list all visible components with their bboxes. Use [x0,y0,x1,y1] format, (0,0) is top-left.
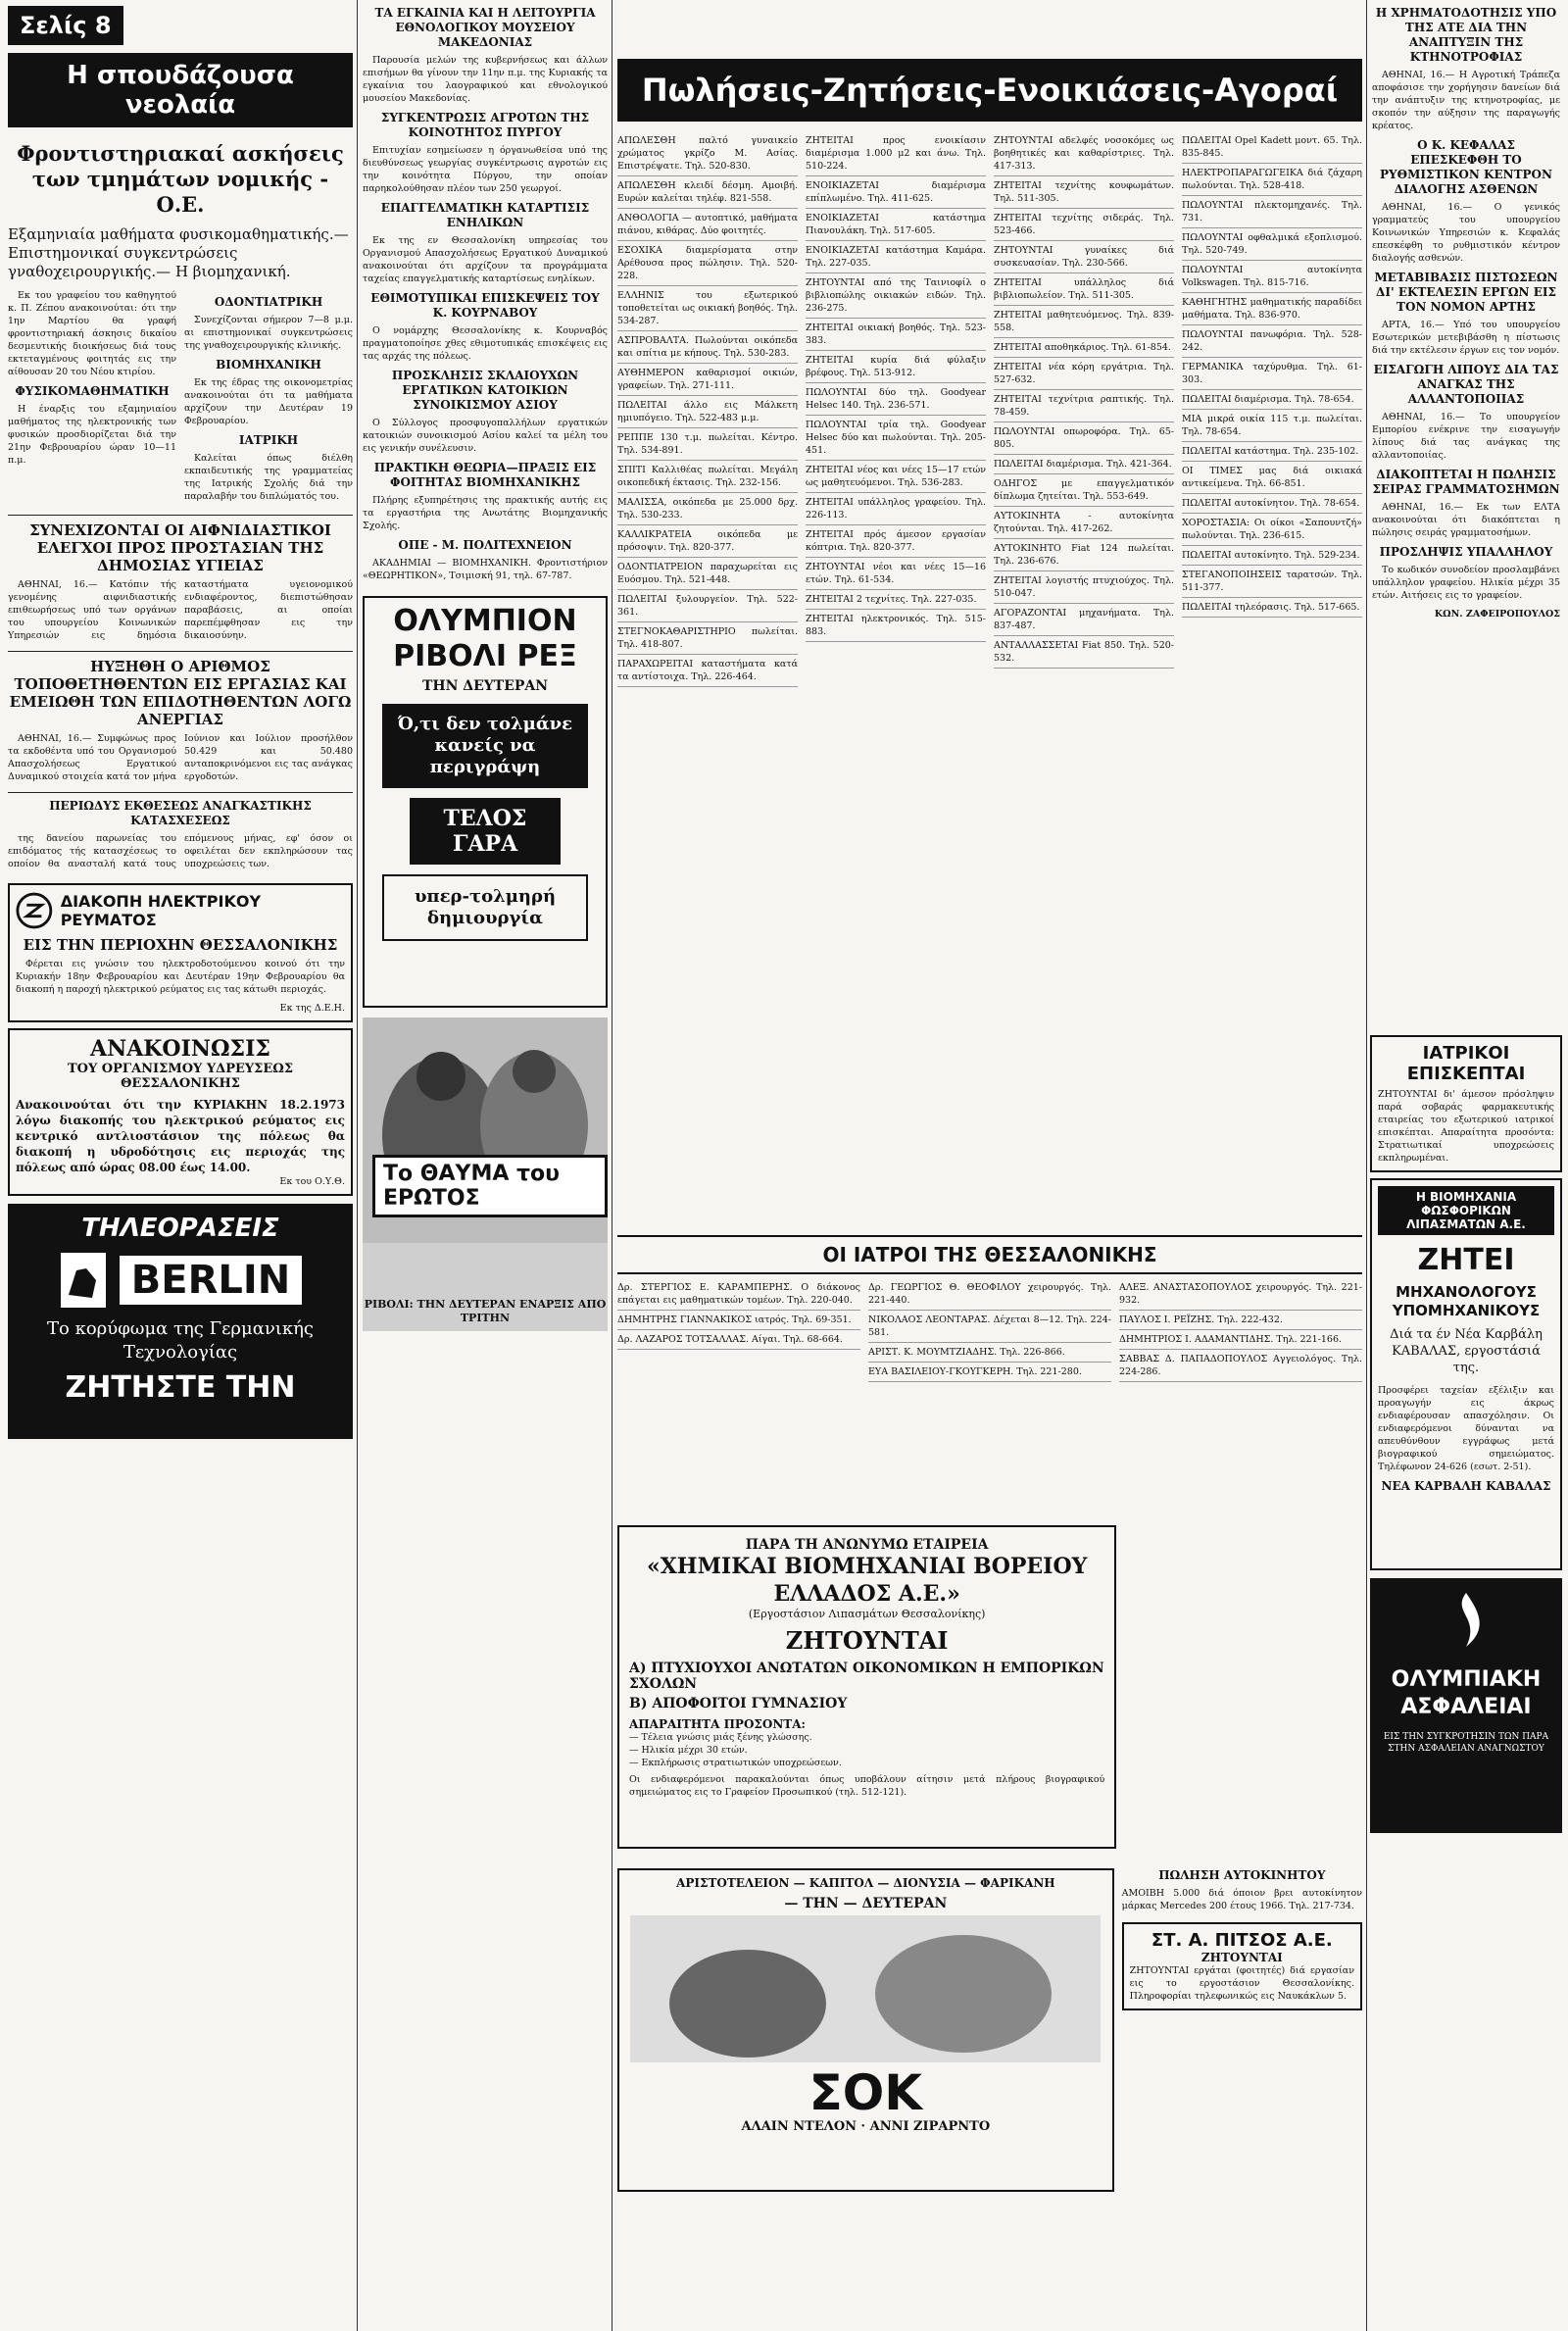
sub-industrial: ΒΙΟΜΗΧΑΝΙΚΗ [216,358,321,372]
classified-ad: Δρ. ΣΤΕΡΓΙΟΣ Ε. ΚΑΡΑΜΠΕΡΗΣ. Ο διάκονος επάγεται εις μαθηματικών τομέων. Τηλ. 220-040. [617,1278,860,1311]
credits-body: ΑΡΤΑ, 16.— Υπό του υπουργείου Εσωτερικών μετεβιβάσθη η πίστωσις διά την εκτέλεσιν έργων εις τον νομόν. [1372,320,1560,356]
cinema2-title: ΑΡΙΣΤΟΤΕΛΕΙΟΝ — ΚΑΠΙΤΟΛ — ΔΙΟΝΥΣΙΑ — ΦΑΡΙΚΑΝΗ [676,1876,1055,1890]
classified-ad: ΕΝΟΙΚΙΑΖΕΤΑΙ κατάστημα Καμάρα. Τηλ. 227-035. [806,241,986,273]
classified-ad: ΖΗΤΕΙΤΑΙ τεχνίτρια ραπτικής. Τηλ. 78-459. [994,390,1174,422]
classified-ad: ΑΥΤΟΚΙΝΗΤΟ Fiat 124 πωλείται. Τηλ. 236-676. [994,539,1174,571]
classified-ad: ΕΝΟΙΚΙΑΖΕΤΑΙ διαμέρισμα επίπλωμένο. Τηλ. 411-625. [806,176,986,209]
cinema-line-3: υπερ-τολμηρή δημιουργία [382,874,588,941]
med-body: ΖΗΤΟΥΝΤΑΙ δι' άμεσον πρόσληψιν παρά σοβαράς φαρμακευτικής εταιρείας του εξωτερικού ιατρικοί επισκέπται. Απαραίτητα προσόντα: Στρατιωτικαί υποχρεώσεις εκπληρωμέναι. [1378,1089,1554,1164]
classified-ad: ΟΔΗΓΟΣ με επαγγελματικόν δίπλωμα ζητείται. Τηλ. 553-649. [994,474,1174,507]
sub-dentistry: ΟΔΟΝΤΙΑΤΡΙΚΗ [214,295,323,309]
classified-ad: ΖΗΤΕΙΤΑΙ υπάλληλος διά βιβλιοπωλείον. Τηλ. 511-305. [994,273,1174,306]
classified-ad: Δρ. ΛΑΖΑΡΟΣ ΤΟΤΣΑΛΛΑΣ. Αίγαι. Τηλ. 68-664. [617,1330,860,1350]
classified-ad: ΑΝΘΟΛΟΓΙΑ — αυτοπτικό, μαθήματα πιάνου, κιθάρας. Δύο φοιτητές. [617,209,798,241]
ads-column-d [1182,131,1362,1229]
ope-body: ΑΚΑΔΗΜΙΑΙ — ΒΙΟΜΗΧΑΝΙΚΗ. Φροντιστήριον «ΘΕΩΡΗΤΙΚΟΝ», Τσιμισκή 91, τηλ. 67-787. [363,558,608,581]
students-subhead: Εξαμηνιαία μαθήματα φυσικομαθηματικής.— Επιστημονικαί συγκεντρώσεις γναθοχειρουργικής.— Η βιομηχανική. [8,225,349,280]
medical-visitors-ad [1370,1035,1562,1172]
tv-label: ΤΗΛΕΟΡΑΣΕΙΣ [81,1214,279,1243]
classified-ad: ΠΩΛΟΥΝΤΑΙ οφθαλμικά εξοπλισμού. Τηλ. 520-749. [1182,228,1362,261]
classified-ad: ΜΙΑ μικρά οικία 115 τ.μ. πωλείται. Τηλ. 78-654. [1182,410,1362,442]
classified-ad: ΟΔΟΝΤΙΑΤΡΕΙΟΝ παραχωρείται εις Ευόσμου. Τηλ. 521-448. [617,558,798,590]
poster-note: ΡΙΒΟΛΙ: ΤΗΝ ΔΕΥΤΕΡΑΝ ΕΝΑΡΞΙΣ ΑΠΟ ΤΡΙΤΗΝ [364,1298,607,1324]
ins-note: ΕΙΣ ΤΗΝ ΣΥΓΚΡΟΤΗΣΙΝ ΤΩΝ ΠΑΡΑ ΣΤΗΝ ΑΣΦΑΛΕΙΑΝ ΑΝΑΓΝΩΣΤΟΥ [1383,1732,1549,1754]
classified-ad: ΖΗΤΟΥΝΤΑΙ νέοι και νέες 15—16 ετών. Τηλ. 61-534. [806,558,986,590]
classified-ad: ΖΗΤΕΙΤΑΙ νέος και νέες 15—17 ετών ως μαθητευόμενοι. Τηλ. 536-283. [806,461,986,493]
classified-ad: ΑΓΟΡΑΖΟΝΤΑΙ μηχανήματα. Τηλ. 837-487. [994,604,1174,636]
shock-film-ad [617,1868,1114,2192]
pitsos-body: ΖΗΤΟΥΝΤΑΙ εργάται (φοιτητές) διά εργασίαν εις το εργοστάσιον Θεσσαλονίκης. Πληροφορίαι τηλεφωνικώς εις Ναυκάκλων 5. [1129,1965,1354,2002]
olympic-flame-icon [1432,1588,1500,1657]
chem-wanted: ΖΗΤΟΥΝΤΑΙ [785,1626,949,1655]
tv-brand: BERLIN [120,1256,302,1305]
ate-body: ΑΘΗΝΑΙ, 16.— Η Αγροτική Τράπεζα αποφάσισε την χορήγησιν δανείων διά την ανάπτυξιν της κτηνοτροφίας, με σκοπόν την αύξησιν της παραγωγής κρέατος. [1372,70,1560,131]
classified-ad: ΖΗΤΕΙΤΑΙ νέα κόρη εργάτρια. Τηλ. 527-632. [994,358,1174,390]
students-body-3: Συνεχίζονται σήμερον 7—8 μ.μ. αι επιστημονικαί συγκεντρώσεις της γναθοχειρουργικής κλινικής. [184,315,353,351]
section-banner: Η σπουδάζουσα νεολαία [8,53,353,127]
classified-ad: ΚΑΘΗΓΗΤΗΣ μαθηματικής παραδίδει μαθήματα. Τηλ. 836-970. [1182,293,1362,325]
classified-ad: ΚΑΛΛΙΚΡΑΤΕΙΑ οικόπεδα με πρόσοψιν. Τηλ. 820-377. [617,525,798,558]
classified-ad: ΖΗΤΕΙΤΑΙ κυρία διά φύλαξιν βρέφους. Τηλ. 513-912. [806,351,986,383]
classified-ad: ΝΙΚΟΛΑΟΣ ΛΕΟΝΤΑΡΑΣ. Δέχεται 8—12. Τηλ. 224-581. [868,1311,1111,1343]
staff-body: Το κωδικόν συνοδείον προσλαμβάνει υπάλληλον γραφείου. Ηλικία μέχρι 35 ετών. Αιτήσεις εις το γραφείον. [1372,565,1560,601]
classified-ad: ΑΡΙΣΤ. Κ. ΜΟΥΜΤΖΙΑΔΗΣ. Τηλ. 226-866. [868,1343,1111,1363]
students-body-2: Η έναρξις του εξαμηνιαίου μαθήματος της ηλεκτρονικής των φυσικών προσδιορίζεται διά την 21ην Φεβρουαρίου ώραν 10—11 π.μ. [8,404,176,466]
water-sign: Εκ του Ο.Υ.Θ. [279,1176,345,1187]
classified-ad: ΖΗΤΕΙΤΑΙ πρός άμεσον εργασίαν κόπτρια. Τηλ. 820-377. [806,525,986,558]
left-column [8,0,353,2331]
right-ads-column [1370,1029,1562,2323]
classified-ad: ΖΗΤΕΙΤΑΙ τεχνίτης κουφωμάτων. Τηλ. 511-305. [994,176,1174,209]
classified-ad: ΠΑΥΛΟΣ Ι. ΡΕΪΖΗΣ. Τηλ. 222-432. [1119,1311,1362,1330]
classified-ad: ΖΗΤΟΥΝΤΑΙ αδελφές νοσοκόμες ως βοηθητικές και καθαρίστριες. Τηλ. 417-313. [994,131,1174,176]
right-column [1372,0,1560,1019]
staff-sign: ΚΩΝ. ΖΑΦΕΙΡΟΠΟΥΛΟΣ [1434,609,1560,620]
visit-body: Ο νομάρχης Θεσσαλονίκης κ. Κουρναβός πραγματοποίησε χθες εθιμοτυπικάς επισκέψεις εις τας αρχάς της πόλεως. [363,325,608,362]
doctors-title: ΟΙ ΙΑΤΡΟΙ ΤΗΣ ΘΕΣΣΑΛΟΝΙΚΗΣ [617,1235,1362,1274]
pitsos-sub: ΖΗΤΟΥΝΤΑΙ [1200,1951,1283,1964]
classified-ad: ΠΩΛΟΥΝΤΑΙ δύο τηλ. Goodyear Helsec 140. Τηλ. 236-571. [806,383,986,416]
visit-headline: ΕΘΙΜΟΤΥΠΙΚΑΙ ΕΠΙΣΚΕΨΕΙΣ ΤΟΥ Κ. ΚΟΥΡΝΑΒΟΥ [370,291,600,320]
tv-slogan: Το κορύφωμα της Γερμανικής Τεχνολογίας [47,1318,314,1363]
classified-ad: ΠΑΡΑΧΩΡΕΙΤΑΙ καταστήματα κατά τα αντίστοιχα. Τηλ. 226-464. [617,655,798,687]
ads-column-a [617,131,798,1229]
power-outage-notice [8,883,353,1022]
chem-note: Οι ενδιαφερόμενοι παρακαλούνται όπως υποβάλουν αίτησιν μετά πλήρους βιογραφικού σημειώματος εις το Γραφείον Προσωπικού (τηλ. 512-121). [629,1774,1105,1798]
classified-ad: ΕΝΟΙΚΙΑΖΕΤΑΙ κατάστημα Πιανουλάκη. Τηλ. 517-605. [806,209,986,241]
classified-ad: ΑΠΩΛΕΣΘΗ κλειδί δέσμη. Αμοιβή. Ευρών καλείται τηλέφ. 821-558. [617,176,798,209]
fert-body: Προσφέρει ταχείαν εξέλιξιν και προαγωγήν εις άκρως ενδιαφέρουσαν απασχόλησιν. Οι ενδιαφερόμενοι δύνανται να απευθύνθουν εγγράφως μετά βιογραφικού σημειώματος. Τηλέφωνον 24-626 (εσωτ. 2-51). [1378,1385,1554,1472]
classified-ad: ΔΗΜΗΤΡΗΣ ΓΙΑΝΝΑΚΙΚΟΣ ιατρός. Τηλ. 69-351. [617,1311,860,1330]
classified-ad: ΑΝΤΑΛΛΑΣΣΕΤΑΙ Fiat 850. Τηλ. 520-532. [994,636,1174,669]
doctors-list-a [617,1278,860,1513]
fat-headline: ΕΙΣΑΓΩΓΗ ΛΙΠΟΥΣ ΔΙΑ ΤΑΣ ΑΝΑΓΚΑΣ ΤΗΣ ΑΛΛΑΝΤΟΠΟΙΙΑΣ [1373,363,1559,406]
classified-ad: ΜΑΛΙΣΣΑ, οικόπεδα με 25.000 δρχ. Τηλ. 530-233. [617,493,798,525]
classified-ad: ΑΠΩΛΕΣΘΗ παλτό γυναικείο χρώματος γκρίζο Μ. Ασίας. Επιστρέψατε. Τηλ. 520-830. [617,131,798,176]
students-body-5: Καλείται όπως διέλθη εκπαιδευτικής της γραμματείας της Ιατρικής Σχολής διά την παραλαβήν του διπλώματός του. [184,453,353,502]
classified-ad: ΣΤΕΓΝΟΚΑΘΑΡΙΣΤΗΡΙΟ πωλείται. Τηλ. 418-807. [617,622,798,655]
classified-ad: ΕΣΟΧΙΚΑ διαμερίσματα στην Αρέθουσα προς πώλησιν. Τηλ. 520-228. [617,241,798,286]
classified-ad: ΧΟΡΟΣΤΑΣΙΑ: Οι οίκοι «Σαπουντζή» πωλούνται. Τηλ. 236-615. [1182,514,1362,546]
pitsos-ad [1122,1922,1362,2010]
water-notice [8,1028,353,1196]
vocational-headline: ΕΠΑΓΓΕΛΜΑΤΙΚΗ ΚΑΤΑΡΤΙΣΙΣ ΕΝΗΛΙΚΩΝ [380,201,590,229]
chem-sub: (Εργοστάσιον Λιπασμάτων Θεσσαλονίκης) [748,1608,986,1620]
ate-headline: Η ΧΡΗΜΑΤΟΔΟΤΗΣΙΣ ΥΠΟ ΤΗΣ ΑΤΕ ΔΙΑ ΤΗΝ ΑΝΑΠΤΥΞΙΝ ΤΗΣ ΚΤΗΝΟΤΡΟΦΙΑΣ [1375,6,1557,64]
chem-req-3: — Εκπλήρωσις στρατιωτικών υποχρεώσεων. [629,1758,842,1768]
power-body: Φέρεται εις γνώσιν του ηλεκτροδοτούμενου κοινού ότι την Κυριακήν 18ην Φεβρουαρίου και Δευτέραν 19ην Φεβρουαρίου θα διακοπή η παροχή ηλεκτρικού ρεύματος εις τας κάτωθι περιοχάς. [16,959,345,995]
classified-ad: ΠΩΛΕΙΤΑΙ ξυλουργείον. Τηλ. 522-361. [617,590,798,622]
classified-ad: ΗΛΕΚΤΡΟΠΑΡΑΓΩΓΕΙΚΑ διά ζάχαρη πωλούνται. Τηλ. 528-418. [1182,164,1362,196]
pitsos-title: ΣΤ. Α. ΠΙΤΣΟΣ Α.Ε. [1151,1930,1333,1951]
classified-ad: ΑΥΘΗΜΕΡΟΝ καθαρισμοί οικιών, γραφείων. Τηλ. 271-111. [617,364,798,396]
museum-body: Παρουσία μελών της κυβερνήσεως και άλλων επισήμων θα γίνουν την 11ην π.μ. της Κυριακής τα εγκαίνια του λαογραφικού και εθνολογικού μουσείου Μακεδονίας. [363,55,608,104]
classified-ad: ΑΥΤΟΚΙΝΗΤΑ - αυτοκίνητα ζητούνται. Τηλ. 417-262. [994,507,1174,539]
ads-column-c [994,131,1174,1229]
classified-ad: ΖΗΤΕΙΤΑΙ μαθητευόμενος. Τηλ. 839-558. [994,306,1174,338]
classified-ad: ΖΗΤΕΙΤΑΙ λογιστής πτυχιούχος. Τηλ. 510-047. [994,571,1174,604]
ads-column-b [806,131,986,1229]
classified-ad: ΟΙ ΤΙΜΕΣ μας διά οικιακά αντικείμενα. Τηλ. 66-851. [1182,462,1362,494]
credits-headline: ΜΕΤΑΒΙΒΑΣΙΣ ΠΙΣΤΩΣΕΩΝ ΔΙ' ΕΚΤΕΛΕΣΙΝ ΕΡΓΩΝ ΕΙΣ ΤΟΝ ΝΟΜΟΝ ΑΡΤΗΣ [1374,271,1558,314]
classified-ad: ΖΗΤΕΙΤΑΙ αποθηκάριος. Τηλ. 61-854. [994,338,1174,358]
chem-req-1: — Τέλεια γνώσις μιάς ξένης γλώσσης. [629,1732,812,1743]
students-body-4: Εκ της έδρας της οικονομετρίας ανακοινούται ότι τα μαθήματα αρχίζουν την Δευτέραν 19 Φεβρουαρίου. [184,377,353,426]
middle-left-column [363,0,608,2331]
chem-title-small: ΠΑΡΑ ΤΗ ΑΝΩΝΥΜΩ ΕΤΑΙΡΕΙΑ [745,1537,989,1553]
cinema2-film: ΣΟΚ [808,2064,923,2121]
classified-ad: ΠΩΛΟΥΝΤΑΙ οπωροφόρα. Τηλ. 65-805. [994,422,1174,455]
power-subtitle: ΕΙΣ ΤΗΝ ΠΕΡΙΟΧΗΝ ΘΕΣΣΑΛΟΝΙΚΗΣ [23,936,338,954]
farmers-headline: ΣΥΓΚΕΝΤΡΩΣΙΣ ΑΓΡΟΤΩΝ ΤΗΣ ΚΟΙΝΟΤΗΤΟΣ ΠΥΡΓΟΥ [380,111,590,139]
classified-ad: ΣΑΒΒΑΣ Δ. ΠΑΠΑΔΟΠΟΥΛΟΣ Αγγειολόγος. Τηλ. 224-286. [1119,1350,1362,1382]
chem-req: ΑΠΑΡΑΙΤΗΤΑ ΠΡΟΣΟΝΤΑ: [629,1717,806,1731]
poster-title: Το ΘΑΥΜΑ του ΕΡΩΤΟΣ [372,1155,608,1217]
film-still-icon [630,1915,1101,2062]
fert-sign: ΝΕΑ ΚΑΡΒΑΛΗ ΚΑΒΑΛΑΣ [1381,1479,1551,1493]
power-title: ΔΙΑΚΟΠΗ ΗΛΕΚΤΡΙΚΟΥ ΡΕΥΜΑΤΟΣ [60,892,262,929]
cinema2-cast: ΑΛΑΙΝ ΝΤΕΛΟΝ · ΑΝΝΙ ΖΙΡΑΡΝΤΟ [741,2119,991,2134]
classified-ad: ΡΕΠΠΕ 130 τ.μ. πωλείται. Κέντρο. Τηλ. 534-891. [617,428,798,461]
power-sign: Εκ της Δ.Ε.Η. [279,1003,345,1014]
stamps-headline: ΔΙΑΚΟΠΤΕΤΑΙ Η ΠΩΛΗΣΙΣ ΣΕΙΡΑΣ ΓΡΑΜΜΑΤΟΣΗΜΩΝ [1372,468,1560,496]
ope-headline: ΟΠΕ - Μ. ΠΟΛΙΤΕΧΝΕΙΟΝ [398,538,572,552]
theatre-headline: ΠΡΑΚΤΙΚΗ ΘΕΩΡΙΑ—ΠΡΑΞΙΣ ΕΙΣ ΦΟΙΤΗΤΑΣ ΒΙΟΜΗΧΑΝΙΚΗΣ [373,461,597,489]
classified-ad: ΠΩΛΟΥΝΤΑΙ πλεκτομηχανές. Τηλ. 731. [1182,196,1362,228]
kefalas-body: ΑΘΗΝΑΙ, 16.— Ο γενικός γραμματεύς του υπουργείου Κοινωνικών Υπηρεσιών κ. Κεφαλάς επεσκέφθη το ρυθμιστικόν κέντρον διαλογής ασθενών. [1372,202,1560,264]
exhibition-body: της δανείου παρωνείας του επιδόματος τής κατασχέσεως το οποίον θα ανασταλή κατά τους επόμενους μήνας, εφ' όσον οι οφειλέται δεν εκπληρώσουν τας υποχρεώσεις των. [8,833,353,869]
health-body: ΑΘΗΝΑΙ, 16.— Κατόπιν τής γενομένης αιφνιδιαστικής επιθεωρήσεως υπό των οργάνων του υπουργείου Κοινωνικών Υπηρεσιών εις δημόσια καταστήματα υγειονομικού ενδιαφέροντος, διεπιστώθησαν παραβάσεις, αι οποίαι παρεπέμφθησαν εις την δικαιοσύνην. [8,579,353,641]
bear-emblem-icon [59,1251,108,1310]
classified-ad: ΖΗΤΟΥΝΤΑΙ γυναίκες διά συσκευασίαν. Τηλ. 230-566. [994,241,1174,273]
cars-title: ΠΩΛΗΣΗ ΑΥΤΟΚΙΝΗΤΟΥ [1158,1868,1326,1882]
classified-ad: ΠΩΛΕΙΤΑΙ κατάστημα. Τηλ. 235-102. [1182,442,1362,462]
cinema-ad [363,596,608,1008]
vocational-body: Εκ της εν Θεσσαλονίκη υπηρεσίας του Οργανισμού Απασχολήσεως Εργατικού Δυναμικού ανακοινούται ότι αρχίζουν τα προγράμματα ταχείας επαγγελματικής καταρτίσεως ενηλίκων. [363,235,608,284]
film-poster [363,1017,608,1331]
union-headline: ΠΡΟΣΚΛΗΣΙΣ ΣΚΛΑΙΟΥΧΩΝ ΕΡΓΑΤΙΚΩΝ ΚΑΤΟΙΚΙΩΝ ΣΥΝΟΙΚΙΣΜΟΥ ΑΣΙΟΥ [391,369,579,412]
sub-medicine: ΙΑΤΡΙΚΗ [238,433,299,447]
doctors-list-b [868,1278,1111,1513]
kefalas-headline: Ο Κ. ΚΕΦΑΛΑΣ ΕΠΕΣΚΕΦΘΗ ΤΟ ΡΥΘΜΙΣΤΙΚΟΝ ΚΕΝΤΡΟΝ ΔΙΑΛΟΓΗΣ ΑΣΘΕΝΩΝ [1380,138,1552,196]
union-body: Ο Σύλλογος προσφυγοπαλλήλων εργατικών κατοικιών συνοικισμού Ασίου καλεί τα μέλη του εις γενικήν συνέλευσιν. [363,418,608,454]
classified-ad: ΖΗΤΕΙΤΑΙ οικιακή βοηθός. Τηλ. 523-383. [806,319,986,351]
classified-ad: ΠΩΛΟΥΝΤΑΙ τρία τηλ. Goodyear Helsec δύο και πωλούνται. Τηλ. 205-451. [806,416,986,461]
classified-ad: ΠΩΛΟΥΝΤΑΙ πανωφόρια. Τηλ. 528-242. [1182,325,1362,358]
cinema-name: ΟΛΥΜΠΙΟΝ ΡΙΒΟΛΙ ΡΕΞ [393,604,577,673]
classified-ad: ΑΣΠΡΟΒΑΛΤΑ. Πωλούνται οικόπεδα και σπίτια με κήπους. Τηλ. 530-283. [617,331,798,364]
jobs-body: ΑΘΗΝΑΙ, 16.— Συμφώνως προς τα εκδοθέντα υπό του Οργανισμού Απασχολήσεως Εργατικού Δυναμικού στοιχεία κατά τον μήνα Ιούνιον και Ιούλιον προσήλθον 50.429 και 50.480 ανταποκρινόμενοι εις τας ανάγκας εργοδοτών. [8,733,353,782]
classified-ad: ΠΩΛΕΙΤΑΙ διαμέρισμα. Τηλ. 421-364. [994,455,1174,474]
classified-ad: ΣΤΕΓΑΝΟΠΟΙΗΣΕΙΣ ταρατσών. Τηλ. 511-377. [1182,566,1362,598]
jobs-headline: ΗΥΞΗΘΗ Ο ΑΡΙΘΜΟΣ ΤΟΠΟΘΕΤΗΘΕΝΤΩΝ ΕΙΣ ΕΡΓΑΣΙΑΣ ΚΑΙ ΕΜΕΙΩΘΗ ΤΩΝ ΕΠΙΔΟΤΗΘΕΝΤΩΝ ΛΟΓΩ ΑΝΕΡΓΙΑΣ [9,658,352,728]
fat-body: ΑΘΗΝΑΙ, 16.— Το υπουργείον Εμπορίου ενέκρινε την εισαγωγήν λίπους διά τας ανάγκας της αλλαντοποιίας. [1372,412,1560,461]
classified-ad: ΕΥΑ ΒΑΣΙΛΕΙΟΥ-ΓΚΟΥΓΚΕΡΗ. Τηλ. 221-280. [868,1363,1111,1382]
sub-physics: ΦΥΣΙΚΟΜΑΘΗΜΑΤΙΚΗ [15,384,170,398]
classified-ad: ΠΩΛΕΙΤΑΙ διαμέρισμα. Τηλ. 78-654. [1182,390,1362,410]
classified-ad: ΣΠΙΤΙ Καλλιθέας πωλείται. Μεγάλη οικοπεδική έκτασις. Τηλ. 232-156. [617,461,798,493]
classified-ad: ΑΛΕΞ. ΑΝΑΣΤΑΣΟΠΟΥΛΟΣ χειρουργός. Τηλ. 221-932. [1119,1278,1362,1311]
classified-ad: ΖΗΤΕΙΤΑΙ τεχνίτης σιδεράς. Τηλ. 523-466. [994,209,1174,241]
classified-ad: ΖΗΤΟΥΝΤΑΙ από της Ταινιοφίλ ο βιβλιοπώλης οικιακών ειδών. Τηλ. 236-275. [806,273,986,319]
chem-company: «ΧΗΜΙΚΑΙ ΒΙΟΜΗΧΑΝΙΑΙ ΒΟΡΕΙΟΥ ΕΛΛΑΔΟΣ Α.Ε.» [646,1554,1088,1607]
classified-ad: ΖΗΤΕΙΤΑΙ προς ενοικίασιν διαμέρισμα 1.000 μ2 και άνω. Τηλ. 510-224. [806,131,986,176]
cars-body: ΑΜΟΙΒΗ 5.000 διά όποιον βρει αυτοκίνητον μάρκας Mercedes 200 έτους 1966. Τηλ. 217-734. [1121,1888,1362,1911]
classified-ad: ΖΗΤΕΙΤΑΙ 2 τεχνίτες. Τηλ. 227-035. [806,590,986,610]
classified-ad: ΓΕΡΜΑΝΙΚΑ ταχύρυθμα. Τηλ. 61-303. [1182,358,1362,390]
dei-logo-icon [16,891,53,930]
cinema2-day: — ΤΗΝ — ΔΕΥΤΕΡΑΝ [784,1896,948,1911]
chem-a: Α) ΠΤΥΧΙΟΥΧΟΙ ΑΝΩΤΑΤΩΝ ΟΙΚΟΝΟΜΙΚΩΝ Η ΕΜΠΟΡΙΚΩΝ ΣΧΟΛΩΝ [629,1661,1104,1692]
cinema-day: ΤΗΝ ΔΕΥΤΕΡΑΝ [421,678,549,694]
med-title: ΙΑΤΡΙΚΟΙ ΕΠΙΣΚΕΠΤΑΙ [1406,1043,1526,1084]
tv-berlin-ad [8,1204,353,1439]
cinema-line-1: Ό,τι δεν τολμάνε κανείς να περιγράψη [382,704,588,788]
classified-ad: ΠΩΛΟΥΝΤΑΙ αυτοκίνητα Volkswagen. Τηλ. 815-716. [1182,261,1362,293]
tv-cta: ΖΗΤΗΣΤΕ ΤΗΝ [65,1370,296,1405]
fert-wanted: ΖΗΤΕΙ [1417,1243,1515,1277]
olympiaki-insurance-ad [1370,1578,1562,1833]
fert-role: ΜΗΧΑΝΟΛΟΓΟΥΣ ΥΠΟΜΗΧΑΝΙΚΟΥΣ [1392,1283,1541,1319]
fert-title: Η ΒΙΟΜΗΧΑΝΙΑ ΦΩΣΦΟΡΙΚΩΝ ΛΙΠΑΣΜΑΤΩΝ Α.Ε. [1378,1186,1554,1235]
classifieds-section [617,0,1362,2331]
classified-ad: ΔΗΜΗΤΡΙΟΣ Ι. ΑΔΑΜΑΝΤΙΔΗΣ. Τηλ. 221-166. [1119,1330,1362,1350]
chem-req-2: — Ηλικία μέχρι 30 ετών. [629,1745,748,1756]
classified-ad: ΖΗΤΕΙΤΑΙ ηλεκτρονικός. Τηλ. 515-883. [806,610,986,642]
classified-ad: ΠΩΛΕΙΤΑΙ αυτοκίνητον. Τηλ. 78-654. [1182,494,1362,514]
museum-headline: ΤΑ ΕΓΚΑΙΝΙΑ ΚΑΙ Η ΛΕΙΤΟΥΡΓΙΑ ΕΘΝΟΛΟΓΙΚΟΥ ΜΟΥΣΕΙΟΥ ΜΑΚΕΔΟΝΙΑΣ [374,6,596,49]
water-body: Ανακοινούται ότι την ΚΥΡΙΑΚΗΝ 18.2.1973 λόγω διακοπής του ηλεκτρικού ρεύματος εις κεντρικό αντλιοστάσιον της πόλεως θα διακοπή η υδροδότησις εις περιοχάς της πόλεως από ώρας 08.00 έως 14.00. [16,1098,345,1174]
staff-headline: ΠΡΟΣΛΗΨΙΣ ΥΠΑΛΛΗΛΟΥ [1379,545,1553,559]
classified-ad: ΠΩΛΕΙΤΑΙ αυτοκίνητο. Τηλ. 529-234. [1182,546,1362,566]
water-subtitle: ΤΟΥ ΟΡΓΑΝΙΣΜΟΥ ΥΔΡΕΥΣΕΩΣ ΘΕΣΣΑΛΟΝΙΚΗΣ [67,1062,294,1091]
cinema-line-2: ΤΕΛΟΣ ΓΑΡΑ [410,798,561,865]
water-title: ΑΝΑΚΟΙΝΩΣΙΣ [90,1036,270,1062]
exhibition-headline: ΠΕΡΙΩΔΥΣ ΕΚΘΕΣΕΩΣ ΑΝΑΓΚΑΣΤΙΚΗΣ ΚΑΤΑΣΧΕΣΕΩΣ [49,799,312,827]
students-headline: Φροντιστηριακαί ασκήσεις των τμημάτων νομικής - Ο.Ε. [17,141,344,217]
classifieds-banner: Πωλήσεις-Ζητήσεις-Ενοικιάσεις-Αγοραί [617,59,1362,122]
ins-name: ΟΛΥΜΠΙΑΚΗ ΑΣΦΑΛΕΙΑΙ [1391,1667,1542,1719]
classified-ad: ΠΩΛΕΙΤΑΙ άλλο εις Μάλκετη ημιυπόγειο. Τηλ. 522-483 μ.μ. [617,396,798,428]
chem-b: Β) ΑΠΟΦΟΙΤΟΙ ΓΥΜΝΑΣΙΟΥ [629,1696,848,1711]
stamps-body: ΑΘΗΝΑΙ, 16.— Εκ των ΕΛΤΑ ανακοινούται ότι διακόπτεται η πώλησις σειράς γραμματοσήμων. [1372,502,1560,538]
doctors-list-c [1119,1278,1362,1513]
classified-ad: Δρ. ΓΕΩΡΓΙΟΣ Θ. ΘΕΟΦΙΛΟΥ χειρουργός. Τηλ. 221-440. [868,1278,1111,1311]
fert-place: Διά τα έν Νέα Καρβάλη ΚΑΒΑΛΑΣ, εργοστάσιά της. [1390,1327,1543,1375]
classified-ad: ΖΗΤΕΙΤΑΙ υπάλληλος γραφείου. Τηλ. 226-113. [806,493,986,525]
students-body-1: Εκ του γραφείου του καθηγητού κ. Π. Ζέπου ανακοινούται: ότι την 1ην Μαρτίου θα γραφή φροντιστηριακή άσκησις δικαίου δεσμευτικής διοικήσεως διά τους εκτεταγμένους φοιτητάς εις την αίθουσαν 20 του Νέου κτιρίου. [8,290,176,377]
theatre-body: Πλήρης εξυπηρέτησις της πρακτικής αυτής εις τα εργαστήρια της Ανωτάτης Βιομηχανικής Σχολής. [363,495,608,531]
farmers-body: Επιτυχίαν εσημείωσεν η όργανωθείσα υπό της διευθύνσεως γεωργίας συγκέντρωσις αγροτών εις την κοινότητα Πύργου, την οποίαν παρηκολούθησαν πλέον των 250 γεωργοί. [363,145,608,194]
fertilizer-ad [1370,1178,1562,1570]
classified-ad: ΠΩΛΕΙΤΑΙ τηλεόρασις. Τηλ. 517-665. [1182,598,1362,618]
health-headline: ΣΥΝΕΧΙΖΟΝΤΑΙ ΟΙ ΑΙΦΝΙΔΙΑΣΤΙΚΟΙ ΕΛΕΓΧΟΙ ΠΡΟΣ ΠΡΟΣΤΑΣΙΑΝ ΤΗΣ ΔΗΜΟΣΙΑΣ ΥΓΙΕΙΑΣ [29,521,331,574]
classified-ad: ΠΩΛΕΙΤΑΙ Opel Kadett μοντ. 65. Τηλ. 835-845. [1182,131,1362,164]
classified-ad: ΕΛΛΗΝΙΣ του εξωτερικού τοποθετείται ως οικιακή βοηθός. Τηλ. 534-287. [617,286,798,331]
page-label: Σελίς 8 [8,6,123,45]
chemical-industries-ad [617,1525,1116,1849]
